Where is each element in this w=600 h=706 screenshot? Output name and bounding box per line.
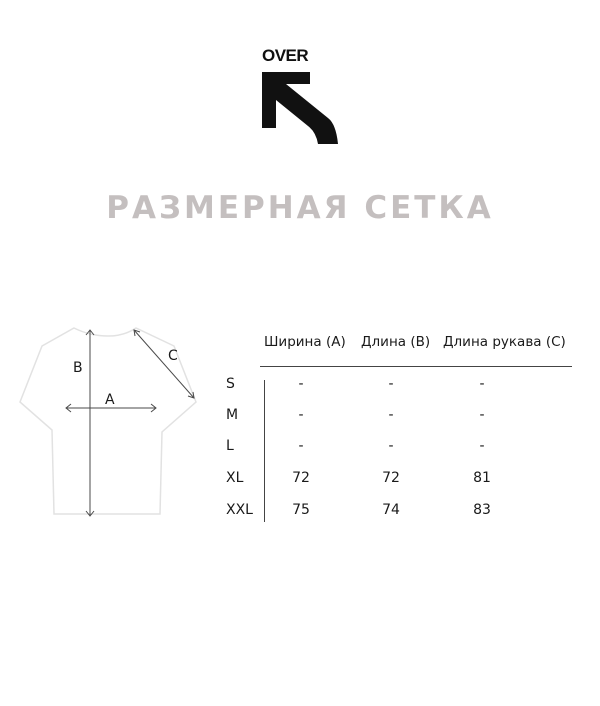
table-cell: - xyxy=(298,376,304,392)
size-table xyxy=(222,330,582,530)
brand-wordmark: OVER xyxy=(262,46,309,65)
column-header-width: Ширина (A) xyxy=(264,334,346,350)
size-label: L xyxy=(226,438,234,454)
column-header-length: Длина (B) xyxy=(361,334,431,350)
label-b: B xyxy=(73,360,83,376)
label-a: A xyxy=(105,392,115,408)
table-cell: - xyxy=(298,438,304,454)
page-title: РАЗМЕРНАЯ СЕТКА xyxy=(106,190,494,226)
size-column-divider xyxy=(264,380,265,522)
size-label: S xyxy=(226,376,235,392)
size-label: XXL xyxy=(226,502,253,518)
table-cell: - xyxy=(388,407,394,423)
table-cell: 72 xyxy=(382,470,400,486)
header-divider xyxy=(260,366,572,367)
table-cell: 74 xyxy=(382,502,400,518)
label-c: C xyxy=(168,348,178,364)
table-cell: - xyxy=(298,407,304,423)
column-header-sleeve: Длина рукава (C) xyxy=(443,334,566,350)
table-cell: - xyxy=(479,407,485,423)
table-cell: - xyxy=(388,376,394,392)
table-cell: 83 xyxy=(473,502,491,518)
table-cell: 75 xyxy=(292,502,310,518)
table-cell: - xyxy=(479,376,485,392)
size-label: XL xyxy=(226,470,244,486)
size-label: M xyxy=(226,407,239,423)
tshirt-diagram xyxy=(16,322,206,522)
table-cell: 72 xyxy=(292,470,310,486)
table-cell: - xyxy=(388,438,394,454)
table-cell: - xyxy=(479,438,485,454)
brand-logo xyxy=(262,44,342,144)
arrow-logo-icon xyxy=(262,72,342,144)
table-cell: 81 xyxy=(473,470,491,486)
